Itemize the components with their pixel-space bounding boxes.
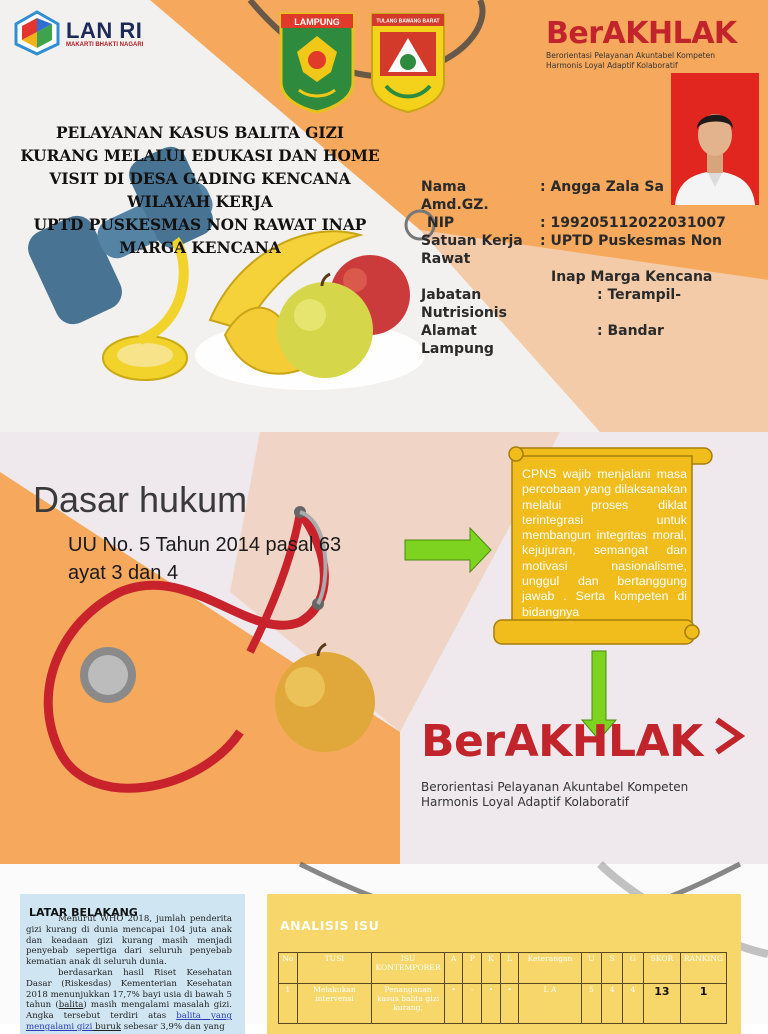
cell-s: 4 <box>602 984 623 1024</box>
jabatan-label: Jabatan <box>421 287 482 303</box>
header-ranking: RANKING <box>681 953 727 984</box>
alamat-value: : Bandar <box>597 323 664 339</box>
berakhlak-logo-large <box>421 718 751 810</box>
lampung-emblem-label: LAMPUNG <box>294 17 340 27</box>
header-p: P <box>463 953 482 984</box>
paragraph-2-link[interactable]: balita yang mengalami gizi <box>26 1011 232 1032</box>
lampung-emblem-icon <box>279 12 355 114</box>
header-skor: SKOR <box>643 953 680 984</box>
cell-u: 5 <box>581 984 602 1024</box>
header-keterangan: Keterangan <box>519 953 581 984</box>
alamat-continuation: Lampung <box>421 341 494 357</box>
cpns-description: CPNS wajib menjalani masa percobaan yang dilaksanakan melalui proses diklat terintegrasi untuk membangun integritas moral, kejujuran, semangat dan motivasi nasionalisme, unggul dan bertanggung jawab . Serta kompeten di bidangnya <box>522 467 687 619</box>
table-row <box>279 984 727 1024</box>
cell-a: • <box>444 984 463 1024</box>
jabatan-continuation: Nutrisionis <box>421 305 507 321</box>
header-l: L <box>500 953 519 984</box>
paragraph-2-text-3: sebesar 3,9% dan yang <box>121 1021 225 1032</box>
title-line: KURANG MELALUI EDUKASI DAN HOME <box>20 147 380 165</box>
cell-skor: 13 <box>643 984 680 1024</box>
alamat-label: Alamat <box>421 323 477 339</box>
cell-tusi: Melakukan intervensi <box>297 984 372 1024</box>
latar-belakang-paragraph-1: Menurut WHO 2018, jumlah penderita gizi kurang di dunia mencapai 104 juta anak dan keadaan gizi kurang masih menjadi penyebab sepertiga dari seluruh penyebab kematian anak di seluruh dunia. <box>26 914 232 968</box>
lanri-emblem-icon <box>14 10 60 56</box>
cell-ranking: 1 <box>681 984 727 1024</box>
berakhlak-title: BerAKHLAK <box>546 16 737 51</box>
participant-info <box>421 178 751 358</box>
title-line: VISIT DI DESA GADING KENCANA <box>49 170 351 188</box>
satuan-kerja-continuation-2: Inap Marga Kencana <box>551 269 713 285</box>
law-reference-line-2: ayat 3 dan 4 <box>68 562 179 584</box>
slide2-title: Dasar hukum <box>33 479 248 520</box>
header-g: G <box>623 953 644 984</box>
latar-belakang-title: LATAR BELAKANG <box>29 906 138 919</box>
tulang-bawang-barat-emblem-label: TULANG BAWANG BARAT <box>376 18 440 25</box>
satuan-kerja-label: Satuan Kerja <box>421 233 523 249</box>
title-line: PELAYANAN KASUS BALITA GIZI <box>55 124 345 142</box>
title-line: WILAYAH KERJA <box>127 193 273 211</box>
law-reference-line-1: UU No. 5 Tahun 2014 pasal 63 <box>68 534 342 556</box>
lanri-title: LAN RI <box>66 18 143 43</box>
paragraph-2-underlined-2: buruk <box>92 1021 122 1032</box>
berakhlak-tagline-1: Berorientasi Pelayanan Akuntabel Kompeten <box>546 51 716 60</box>
paragraph-2-text-2: ) masih mengalami masalah gizi. Angka tersebut terdiri atas <box>26 1000 232 1022</box>
tulang-bawang-barat-emblem-icon <box>370 12 446 114</box>
satuan-kerja-continuation: Rawat <box>421 251 471 267</box>
lanri-logo <box>14 10 143 56</box>
berakhlak-large-tagline-2: Harmonis Loyal Adaptif Kolaboratif <box>421 795 630 809</box>
analisis-isu-title: ANALISIS ISU <box>280 918 380 933</box>
satuan-kerja-value: : UPTD Puskesmas Non <box>540 233 723 249</box>
header-u: U <box>581 953 602 984</box>
cell-p: - <box>463 984 482 1024</box>
title-slide <box>0 0 768 432</box>
cell-l: • <box>500 984 519 1024</box>
header-no: No <box>279 953 298 984</box>
nama-label: Nama <box>421 179 467 195</box>
header-k: K <box>482 953 501 984</box>
cell-keterangan: L A <box>519 984 581 1024</box>
analisis-isu-table <box>278 952 727 1024</box>
nip-label: NIP <box>427 215 455 231</box>
presentation-title <box>0 122 400 260</box>
nama-value: : Angga Zala Sa <box>540 179 664 195</box>
jabatan-value: : Terampil- <box>597 287 682 303</box>
table-header-row <box>279 953 727 984</box>
header-a: A <box>444 953 463 984</box>
paragraph-2-text: berdasarkan hasil Riset Kesehatan Dasar (Riskesdas) Kementerian Kesehatan 2018 menunjukkan 17,7% bayi usia di bawah 5 tahun ( <box>26 967 232 1011</box>
header-isu: ISU KONTEMPORER <box>372 953 445 984</box>
measuring-tape-illustration <box>103 240 187 380</box>
berakhlak-large-title: BerAKHLAK <box>421 716 703 767</box>
header-tusi: TUSI <box>297 953 372 984</box>
nip-value: : 199205112022031007 <box>540 215 726 231</box>
berakhlak-large-tagline-1: Berorientasi Pelayanan Akuntabel Kompeten <box>421 780 689 794</box>
header-s: S <box>602 953 623 984</box>
lanri-subtitle: MAKARTI BHAKTI NAGARI <box>66 42 144 48</box>
nama-continuation: Amd.GZ. <box>421 197 489 213</box>
latar-belakang-paragraph-2 <box>26 968 232 1033</box>
cell-no: 1 <box>279 984 298 1024</box>
cell-k: • <box>482 984 501 1024</box>
paragraph-2-underlined: balita <box>58 1000 84 1011</box>
title-line: UPTD PUSKESMAS NON RAWAT INAP <box>33 216 367 234</box>
law-reference <box>68 531 388 587</box>
title-line: MARGA KENCANA <box>119 239 281 257</box>
cell-g: 4 <box>623 984 644 1024</box>
berakhlak-logo-small <box>546 16 746 71</box>
cell-isu: Penanganan kasus balita gizi kurang, <box>372 984 445 1024</box>
latar-belakang-text <box>26 914 232 1033</box>
berakhlak-tagline-2: Harmonis Loyal Adaptif Kolaboratif <box>546 61 678 70</box>
